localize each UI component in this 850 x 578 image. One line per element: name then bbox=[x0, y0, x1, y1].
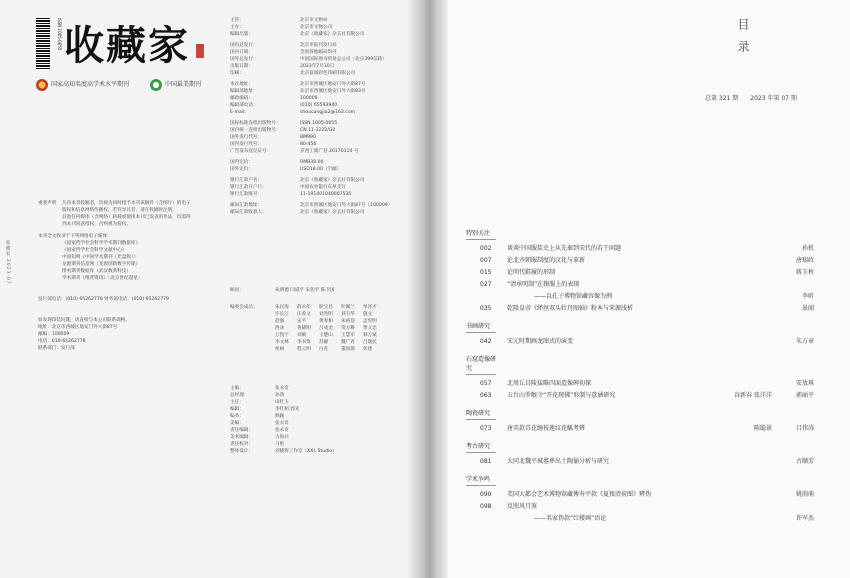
toc-section bbox=[466, 228, 818, 315]
entry-page: 035 bbox=[480, 305, 492, 312]
entry-coauthors: 谷新春 张洋洋 bbox=[734, 392, 772, 399]
board-member: 宋平 bbox=[297, 319, 307, 324]
section-heading: 学术争鸣 bbox=[466, 474, 496, 486]
info-row bbox=[230, 191, 400, 198]
info-row bbox=[230, 166, 400, 173]
info-label: 主办： bbox=[230, 25, 244, 30]
info-value: shoucangjia2@163.com bbox=[300, 110, 356, 115]
info-label: 国际标准连续出版物号： bbox=[230, 121, 281, 126]
section-heading: 书画研究 bbox=[466, 321, 496, 333]
entry-title: 论明代鞋履的形制 bbox=[507, 269, 556, 276]
database-heading: 本刊全文收录于下列网络电子媒体： bbox=[38, 234, 112, 239]
staff-row bbox=[230, 399, 405, 406]
info-value: (010) 65593940 bbox=[300, 103, 338, 108]
info-row bbox=[230, 184, 400, 191]
toc-entry bbox=[466, 378, 818, 390]
contact-line: 如发现印装问题，请直接与本公司联系调换。 bbox=[38, 318, 130, 323]
toc-entry bbox=[466, 513, 818, 525]
database-item: 《国家哲学社会科学学术期刊数据库》 bbox=[62, 241, 141, 246]
entry-title: 论北齐朝服制度的汉化与革新 bbox=[507, 257, 586, 264]
entry-page: 027 bbox=[480, 281, 492, 288]
board-member: 耿宝昌 bbox=[319, 305, 333, 310]
staff-name: 刘晓辉工作室（XXL Studio） bbox=[275, 449, 337, 454]
info-label: 编辑出版： bbox=[230, 32, 253, 37]
entry-title: 谈谈中国服装史上从先秦到宋代的若干问题 bbox=[507, 245, 622, 252]
board-member: 鲁晓明 bbox=[297, 326, 311, 331]
info-label: E-mail： bbox=[230, 110, 249, 115]
staff-row bbox=[230, 420, 405, 427]
info-value: CN 11-3222/G0 bbox=[300, 128, 336, 133]
board-member: 韩万斌 bbox=[363, 333, 377, 338]
info-row bbox=[230, 81, 400, 88]
staff-row bbox=[230, 448, 405, 455]
info-row bbox=[230, 127, 400, 134]
info-label: 邮局汇款收款人： bbox=[230, 210, 267, 215]
info-label: 国内订阅： bbox=[230, 50, 253, 55]
info-value: 北京市文物局 bbox=[300, 18, 328, 23]
info-row bbox=[230, 141, 400, 148]
entry-author: 唐瑞政 bbox=[795, 257, 814, 264]
toc-entry bbox=[466, 423, 818, 435]
entry-title: 反照风月鉴 bbox=[507, 503, 538, 510]
entry-title: 美国大都会艺术博物馆藏傅寿平款《夏夜清荷图》辨伪 bbox=[507, 491, 652, 498]
advisor-names: 朱明德 闫道平 宋恕平 陈卫国 bbox=[275, 288, 335, 293]
staff-row bbox=[230, 441, 405, 448]
board-member: 黄春和 bbox=[319, 319, 333, 324]
info-value: 2023年7月10日 bbox=[300, 64, 335, 69]
staff-row bbox=[230, 427, 405, 434]
award-national bbox=[36, 77, 129, 93]
database-item: 《国家哲学社会科学文献中心》 bbox=[62, 248, 127, 253]
issue-total: 总第 321 期 bbox=[705, 95, 739, 102]
board-row bbox=[230, 332, 405, 339]
notice-heading: 重要声明 bbox=[38, 201, 57, 206]
info-row bbox=[230, 49, 400, 56]
info-label: 银行汇款账号： bbox=[230, 192, 263, 197]
info-row bbox=[230, 209, 400, 216]
staff-role: 主编： bbox=[230, 386, 244, 391]
board-member: 贾文忠 bbox=[363, 326, 377, 331]
notice-line: 其他任何媒体（含网络）转载或使用本刊已发表的作品，均需得 bbox=[62, 215, 191, 220]
info-label: 编辑部电话： bbox=[230, 103, 258, 108]
info-row bbox=[230, 56, 400, 63]
staff-role: 责任编辑： bbox=[230, 428, 253, 433]
staff-name: 张永奇 bbox=[275, 421, 289, 426]
staff-row bbox=[230, 413, 405, 420]
info-label: 出版日期： bbox=[230, 64, 253, 69]
board-member: 苏静 bbox=[319, 340, 329, 345]
spine-text: 收藏家 2023·07 bbox=[5, 240, 10, 285]
advisor-label: 顾问： bbox=[230, 288, 244, 293]
staff-role: 整体设计： bbox=[230, 449, 253, 454]
entry-title: 五台山罗睺寺“开花现佛”形制与意涵研究 bbox=[507, 392, 616, 399]
contact-line: 地址：北京市西城区地安门外大街87号 bbox=[38, 325, 118, 330]
staff-name: 田红玉 bbox=[275, 400, 289, 405]
issue-year: 2023 年第 07 期 bbox=[750, 95, 797, 102]
notice-line: 凡向本刊投稿者，均视为同时授予本刊该稿件（含图片）的电子 bbox=[62, 201, 191, 206]
publication-info bbox=[230, 17, 400, 216]
info-value: USD18.00（空邮） bbox=[300, 167, 342, 172]
award-label: 中国最美期刊 bbox=[165, 81, 202, 88]
staff-name: 张永奇 bbox=[275, 386, 289, 391]
board-member: 刘敏 bbox=[297, 333, 307, 338]
staff-name: 古海兵 bbox=[275, 435, 289, 440]
entry-page: 002 bbox=[480, 245, 492, 252]
info-value: 北京市报刊发行局 bbox=[300, 43, 337, 48]
toc-entry bbox=[466, 279, 818, 291]
info-label: 国内总发行： bbox=[230, 43, 258, 48]
entry-author: 蒋玉秋 bbox=[795, 269, 814, 276]
toc-entry bbox=[466, 267, 818, 279]
toc-section bbox=[466, 321, 818, 348]
info-value: 100009 bbox=[300, 96, 318, 101]
board-member: 许长江 bbox=[275, 312, 289, 317]
info-label: 国外总发行： bbox=[230, 57, 258, 62]
entry-page: 007 bbox=[480, 257, 492, 264]
distribution-phones: 发行部电话：(010) 65262778 财务部电话：(010) 65262779 bbox=[38, 297, 169, 302]
info-row bbox=[230, 17, 400, 24]
board-member: 吕成龙 bbox=[319, 326, 333, 331]
board-member: 魏广君 bbox=[341, 340, 355, 345]
info-value: 北京《收藏家》杂志社有限公司 bbox=[300, 210, 365, 215]
info-row bbox=[230, 177, 400, 184]
entry-author: 姚雨萌 bbox=[795, 491, 814, 498]
board-member: 王楚山 bbox=[319, 333, 333, 338]
info-label: 本社地址： bbox=[230, 82, 253, 87]
staff-name: 顾颖 bbox=[275, 414, 285, 419]
leaf-badge-icon bbox=[150, 79, 162, 91]
entry-author: 安放琪 bbox=[795, 380, 814, 387]
entry-title: 北周丘目陵猛略四面造像碑初探 bbox=[507, 380, 592, 387]
info-label: 编辑部地址： bbox=[230, 89, 258, 94]
board-member: 薛永年 bbox=[297, 305, 311, 310]
entry-author: 古顺芳 bbox=[795, 458, 814, 465]
section-heading: 特别关注 bbox=[466, 228, 496, 240]
staff-row bbox=[230, 406, 405, 413]
board-member: 李书鉴 bbox=[297, 340, 311, 345]
info-label: 邮局汇款地址： bbox=[230, 203, 263, 208]
board-member: 朱民海 bbox=[275, 305, 289, 310]
info-row bbox=[230, 202, 400, 209]
info-row bbox=[230, 109, 400, 116]
info-label: 国内发行代号： bbox=[230, 142, 263, 147]
info-value: 中国国际图书贸易总公司（北京399信箱） bbox=[300, 57, 387, 62]
book-gutter bbox=[408, 0, 448, 578]
entry-page: 063 bbox=[480, 392, 492, 399]
staff-row bbox=[230, 385, 405, 392]
entry-title: 宋元时期画龙图式的演变 bbox=[507, 338, 574, 345]
info-row bbox=[230, 24, 400, 31]
toc-section bbox=[466, 408, 818, 435]
board-member: 王慧军 bbox=[341, 333, 355, 338]
board-label: 编委会成员： bbox=[230, 305, 258, 310]
entry-title: 大同北魏平城墓葬出土陶俑分析与研究 bbox=[507, 458, 610, 465]
board-row bbox=[230, 318, 405, 325]
info-row bbox=[230, 159, 400, 166]
contact-line: 邮编：100009 bbox=[38, 332, 70, 337]
board-member: 刘卫华 bbox=[341, 312, 355, 317]
info-label: 邮政编码： bbox=[230, 96, 253, 101]
barcode bbox=[36, 18, 50, 70]
info-row bbox=[230, 42, 400, 49]
entry-page: 098 bbox=[480, 503, 492, 510]
entry-page: 073 bbox=[480, 425, 492, 432]
barcode-number: ISSN 1005-0655 bbox=[57, 18, 62, 51]
toc-title: 目录 bbox=[736, 18, 750, 62]
board-member: 赵强 bbox=[275, 319, 285, 324]
info-value: 北京富诚彩色印刷有限公司 bbox=[300, 71, 356, 76]
info-value: 11-191401040007535 bbox=[300, 192, 352, 197]
info-label: 主管： bbox=[230, 18, 244, 23]
toc-entry bbox=[466, 243, 818, 255]
section-heading: 考古研究 bbox=[466, 441, 496, 453]
entry-page: 057 bbox=[480, 380, 492, 387]
entry-author: 吕伟涛 bbox=[795, 425, 814, 432]
entry-page: 042 bbox=[480, 338, 492, 345]
info-row bbox=[230, 134, 400, 141]
info-row bbox=[230, 31, 400, 38]
entry-title: ——以孔子博物馆藏容像为例 bbox=[534, 293, 613, 300]
toc-entry bbox=[466, 336, 818, 348]
board-member: 刘善明 bbox=[319, 312, 333, 317]
toc-section bbox=[466, 354, 818, 402]
info-row bbox=[230, 120, 400, 127]
info-value: 中国农业银行东单支行 bbox=[300, 185, 346, 190]
notice-line: 到本刊同意授权，否则视为侵权。 bbox=[62, 222, 131, 227]
advisors bbox=[230, 287, 405, 294]
entry-page: 090 bbox=[480, 491, 492, 498]
toc-entry bbox=[466, 303, 818, 315]
toc-section bbox=[466, 441, 818, 468]
staff-role: 编辑： bbox=[230, 407, 244, 412]
info-row bbox=[230, 102, 400, 109]
board-member: 施文 bbox=[363, 312, 373, 317]
database-item: 龙源期刊信息网（龙源创新数字传媒） bbox=[62, 262, 141, 267]
red-seal-icon bbox=[196, 44, 204, 58]
entry-title: “清承明制”在掬服上的表现 bbox=[507, 281, 580, 288]
editorial-board bbox=[230, 304, 405, 353]
staff-name: 张永奇 bbox=[275, 428, 289, 433]
board-member: 吕逸民 bbox=[363, 340, 377, 345]
staff-role: 编务： bbox=[230, 414, 244, 419]
info-value: 北京市西城区地安门外大街87号 bbox=[300, 82, 366, 87]
info-label: 国内统一连续出版物号： bbox=[230, 128, 281, 133]
info-value: 全国各地邮局均可 bbox=[300, 50, 337, 55]
staff-name: 马艳 bbox=[275, 442, 285, 447]
info-value: 80-456 bbox=[300, 142, 317, 147]
staff-name: 孙鸿 bbox=[275, 393, 285, 398]
board-member: 程云明 bbox=[297, 347, 311, 352]
entry-title: 乾隆皇帝《缂丝双头牡丹图轴》粉本与来源浅析 bbox=[507, 305, 634, 312]
info-value: RMB38.00 bbox=[300, 160, 324, 165]
board-member: 李文林 bbox=[275, 340, 289, 345]
info-label: 国外发行代号： bbox=[230, 135, 263, 140]
table-of-contents bbox=[466, 228, 818, 531]
info-label: 广告发布登记证号： bbox=[230, 149, 272, 154]
board-member: 董国群 bbox=[341, 347, 355, 352]
entry-author: 孙机 bbox=[801, 245, 814, 252]
database-item: 学术期刊《维普资讯》（北京世纪超星） bbox=[62, 276, 143, 281]
staff-row bbox=[230, 434, 405, 441]
info-value: ISSN 1005-0655 bbox=[300, 121, 338, 126]
board-member: 彭建 bbox=[363, 347, 373, 352]
board-row bbox=[230, 325, 405, 332]
info-label: 印刷： bbox=[230, 71, 244, 76]
contact-line: 联系部门：发行部 bbox=[38, 346, 75, 351]
toc-entry bbox=[466, 255, 818, 267]
info-value: BM990 bbox=[300, 135, 316, 140]
database-item: 中国知网《中国学术期刊（光盘版）》 bbox=[62, 255, 138, 260]
info-label: 银行汇款开户行： bbox=[230, 185, 267, 190]
board-member: 叶佩兰 bbox=[341, 305, 355, 310]
masthead-title: 收藏家 bbox=[64, 22, 190, 69]
info-row bbox=[230, 95, 400, 102]
board-member: 白育 bbox=[319, 347, 329, 352]
info-label: 国内定价： bbox=[230, 160, 253, 165]
info-row bbox=[230, 88, 400, 95]
info-label: 国外定价： bbox=[230, 167, 253, 172]
toc-entry bbox=[466, 489, 818, 501]
staff-row bbox=[230, 392, 405, 399]
entry-coauthors: 陈聪景 bbox=[753, 425, 772, 432]
notice-line: 版权和信息网络传播权，若有异议者，请在投稿时注明。 bbox=[62, 208, 177, 213]
entry-title: ——名家伪款“红楼画”语论 bbox=[534, 515, 607, 522]
info-row bbox=[230, 148, 400, 155]
board-row bbox=[230, 346, 405, 353]
board-member: 常方耕 bbox=[341, 326, 355, 331]
info-row bbox=[230, 63, 400, 70]
award-label: 国家高知名度高学术水平期刊 bbox=[51, 81, 130, 88]
entry-author: 郭丽平 bbox=[795, 392, 814, 399]
entry-author: 朱万章 bbox=[795, 338, 814, 345]
entry-title: 唐英款青花缠枝莲纹花觚考辨 bbox=[507, 425, 586, 432]
staff-role: 总经理： bbox=[230, 393, 249, 398]
award-beautiful bbox=[150, 77, 201, 93]
issue-info bbox=[705, 93, 809, 102]
board-member: 西沐 bbox=[275, 326, 285, 331]
board-member: 单泽才 bbox=[363, 305, 377, 310]
staff-list bbox=[230, 385, 405, 455]
staff-name: 李红娟 郭先 bbox=[275, 407, 300, 412]
board-row bbox=[230, 311, 405, 318]
board-member: 侯树 bbox=[275, 347, 285, 352]
staff-role: 美编： bbox=[230, 421, 244, 426]
staff-role: 责任校对： bbox=[230, 442, 253, 447]
toc-entry bbox=[466, 501, 818, 513]
board-row bbox=[230, 339, 405, 346]
entry-author: 许军杰 bbox=[795, 515, 814, 522]
board-row bbox=[230, 304, 405, 311]
info-value: 北京《收藏家》杂志社有限公司 bbox=[300, 32, 365, 37]
info-value: 北京市西城区地安门外大街83号 bbox=[300, 89, 366, 94]
section-heading: 石窟造像研究 bbox=[466, 354, 496, 375]
info-row bbox=[230, 70, 400, 77]
toc-entry bbox=[466, 456, 818, 468]
board-member: 万凯宇 bbox=[275, 333, 289, 338]
entry-author: 景闻 bbox=[801, 305, 814, 312]
toc-entry bbox=[466, 390, 818, 402]
entry-page: 081 bbox=[480, 458, 492, 465]
copyright-notice bbox=[38, 200, 218, 352]
database-item: 博看期刊数据库（武汉数典科技） bbox=[62, 269, 131, 274]
entry-author: 李昕 bbox=[801, 293, 814, 300]
medal-icon bbox=[36, 79, 48, 91]
contact-line: 电话：010-65262778 bbox=[38, 339, 86, 344]
entry-page: 015 bbox=[480, 269, 492, 276]
info-value: 北京《收藏家》杂志社有限公司 bbox=[300, 178, 365, 183]
toc-entry bbox=[466, 291, 818, 303]
info-value: 北京市文物公司 bbox=[300, 25, 333, 30]
section-heading: 陶瓷研究 bbox=[466, 408, 496, 420]
info-value: 京西工商广登 20170110 号 bbox=[300, 149, 359, 154]
board-member: 朱裕迎 bbox=[341, 319, 355, 324]
toc-section bbox=[466, 474, 818, 525]
board-member: 汪希文 bbox=[297, 312, 311, 317]
board-member: 孟宪明 bbox=[363, 319, 377, 324]
staff-role: 美术编辑： bbox=[230, 435, 253, 440]
info-value: 北京市西城区地安门外大街87号（100009） bbox=[300, 203, 393, 208]
staff-role: 主任： bbox=[230, 400, 244, 405]
info-label: 银行汇款户名： bbox=[230, 178, 263, 183]
